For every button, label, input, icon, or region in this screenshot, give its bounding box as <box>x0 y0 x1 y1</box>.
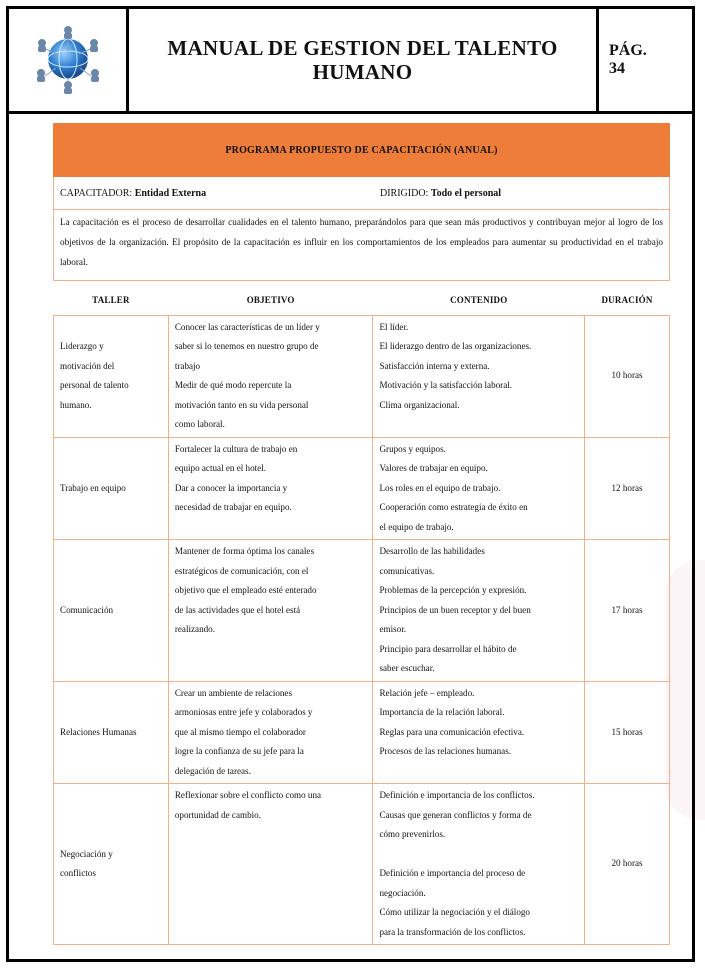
content-cell <box>373 437 585 540</box>
taller-cell <box>54 437 169 540</box>
objective-cell-line: trabajo <box>174 360 201 371</box>
objective-cell-line: Fortalecer la cultura de trabajo en <box>174 443 298 454</box>
objective-cell <box>168 437 373 540</box>
taller-cell-line: personal de talento <box>60 380 129 390</box>
objective-cell <box>168 315 373 437</box>
content-cell-line: Reglas para una comunicación efectiva. <box>379 726 525 737</box>
content-cell <box>373 315 585 437</box>
duration-cell: 17 horas <box>585 540 670 682</box>
content-cell-line: saber escuchar. <box>379 663 435 673</box>
content-cell <box>373 681 585 784</box>
objective-cell-line: estratégicos de comunicación, con el <box>174 565 309 576</box>
table-row <box>54 437 670 540</box>
duration-cell: 15 horas <box>585 681 670 784</box>
objective-cell-line: objetivo que el empleado esté enterado <box>174 585 317 595</box>
content-cell-line: El liderazgo dentro de las organizaciones. <box>379 341 532 351</box>
audience-value: Todo el personal <box>430 187 502 199</box>
audience-field <box>380 188 669 199</box>
objective-cell-line: saber si lo tenemos en nuestro grupo de <box>174 341 319 351</box>
objective-cell-line: Medir de qué modo repercute la <box>174 380 292 390</box>
column-header-objetivo: OBJETIVO <box>168 287 373 315</box>
content-cell-line: Motivación y la satisfacción laboral. <box>379 380 513 390</box>
taller-cell <box>54 784 169 945</box>
content-cell-line: Cómo utilizar la negociación y el diálogo <box>379 907 530 917</box>
globe-network-logo-icon <box>29 21 107 99</box>
content-cell-line: Grupos y equipos. <box>379 443 446 454</box>
objective-cell-line: equipo actual en el hotel. <box>174 463 267 473</box>
objective-cell-line: que al mismo tiempo el colaborador <box>174 726 306 737</box>
trainer-label: CAPACITADOR: <box>60 187 133 199</box>
table-row <box>54 315 670 437</box>
document-page <box>6 6 695 962</box>
objective-cell <box>168 540 373 682</box>
table-body <box>54 315 670 945</box>
content-cell-line: cómo prevenirlos. <box>379 829 446 839</box>
taller-cell <box>54 315 169 437</box>
objective-cell-line: Mantener de forma óptima los canales <box>174 546 314 556</box>
content-cell-line: Importancia de la relación laboral. <box>379 707 505 717</box>
trainer-field <box>54 188 380 199</box>
program-intro-paragraph: La capacitación es el proceso de desarrollar cualidades en el talento humano, preparándolos para que sean más productivos y contribuyan mejor al logro de los objetivos de la organización. El propósito de la capacitación es influir en los comportamientos de los empleados para aumentar su productividad en el trabajo laboral. <box>53 210 670 281</box>
table-row <box>54 540 670 682</box>
table-row <box>54 681 670 784</box>
content-cell-line: Valores de trabajar en equipo. <box>379 463 488 473</box>
manual-title-line1: MANUAL DE GESTION DEL TALENTO <box>167 36 558 60</box>
objective-cell-line: Crear un ambiente de relaciones <box>174 687 293 698</box>
objective-cell-line: de las actividades que el hotel está <box>174 604 301 615</box>
manual-title-line2: HUMANO <box>312 60 413 84</box>
content-cell-line: Principio para desarrollar el hábito de <box>379 643 517 654</box>
objective-cell-line: motivación tanto en su vida personal <box>174 399 309 410</box>
objective-cell-line: delegación de tareas. <box>174 765 251 776</box>
content-cell-line: emisor. <box>379 624 406 634</box>
objective-cell-line: necesidad de trabajar en equipo. <box>174 502 292 512</box>
column-header-taller: TALLER <box>54 287 169 315</box>
audience-label: DIRIGIDO: <box>380 187 429 199</box>
content-cell-line: Causas que generan conflictos y forma de <box>379 809 532 820</box>
page-label: PÁG. <box>609 42 647 59</box>
page-number: 34 <box>609 60 625 77</box>
taller-cell-line: Negociación y <box>60 848 113 859</box>
program-title-banner <box>53 123 670 177</box>
content-cell-line: Principios de un buen receptor y del buen <box>379 604 531 615</box>
content-cell <box>373 784 585 945</box>
program-meta-row <box>53 177 670 210</box>
objective-cell <box>168 681 373 784</box>
duration-cell: 10 horas <box>585 315 670 437</box>
column-header-duracion: DURACIÓN <box>585 287 670 315</box>
page-number-box <box>599 9 692 111</box>
content-cell-line: Los roles en el equipo de trabajo. <box>379 482 501 493</box>
objective-cell <box>168 784 373 945</box>
table-header-row <box>54 287 670 315</box>
trainer-value: Entidad Externa <box>134 187 207 199</box>
content-cell-line: para la transformación de los conflictos. <box>379 926 526 937</box>
content-cell-line: Definición e importancia del proceso de <box>379 868 526 878</box>
taller-cell-line: Liderazgo y <box>60 341 104 351</box>
objective-cell-line: oportunidad de cambio. <box>174 809 261 820</box>
taller-cell-line: Comunicación <box>60 604 114 615</box>
taller-cell-line: Trabajo en equipo <box>60 482 126 493</box>
content-cell-line <box>379 845 578 865</box>
duration-cell: 12 horas <box>585 437 670 540</box>
taller-cell <box>54 681 169 784</box>
taller-cell-line: Relaciones Humanas <box>60 726 137 737</box>
column-header-contenido: CONTENIDO <box>373 287 585 315</box>
program-content <box>53 123 670 945</box>
objective-cell-line: como laboral. <box>174 419 225 429</box>
content-cell-line: negociación. <box>379 887 426 898</box>
training-program-table <box>53 287 670 945</box>
company-logo <box>9 9 129 111</box>
objective-cell-line: realizando. <box>174 624 215 634</box>
table-row <box>54 784 670 945</box>
content-cell-line: comunicativas. <box>379 565 435 576</box>
content-cell-line: Problemas de la percepción y expresión. <box>379 585 527 595</box>
objective-cell-line: armoniosas entre jefe y colaborados y <box>174 707 313 717</box>
content-cell-line: Cooperación como estrategia de éxito en <box>379 502 528 512</box>
taller-cell <box>54 540 169 682</box>
content-cell <box>373 540 585 682</box>
taller-cell-line: conflictos <box>60 868 96 878</box>
objective-cell-line: Reflexionar sobre el conflicto como una <box>174 790 322 800</box>
manual-title <box>129 9 599 111</box>
content-cell-line: Clima organizacional. <box>379 399 460 410</box>
taller-cell-line: humano. <box>60 399 92 410</box>
duration-cell: 20 horas <box>585 784 670 945</box>
content-cell-line: el equipo de trabajo. <box>379 521 454 532</box>
content-cell-line: Procesos de las relaciones humanas. <box>379 746 512 756</box>
program-title: PROGRAMA PROPUESTO DE CAPACITACIÓN (ANUAL) <box>225 144 498 156</box>
content-cell-line: El líder. <box>379 321 409 332</box>
content-cell-line: Relación jefe – empleado. <box>379 687 475 698</box>
taller-cell-line: motivación del <box>60 360 115 371</box>
document-header <box>9 9 692 114</box>
content-cell-line: Desarrollo de las habilidades <box>379 546 485 556</box>
objective-cell-line: Dar a conocer la importancia y <box>174 482 288 493</box>
content-cell-line: Satisfacción interna y externa. <box>379 360 490 371</box>
objective-cell-line: logre la confianza de su jefe para la <box>174 746 304 756</box>
objective-cell-line: Conocer las características de un líder y <box>174 321 320 332</box>
content-cell-line: Definición e importancia de los conflictos. <box>379 790 535 800</box>
